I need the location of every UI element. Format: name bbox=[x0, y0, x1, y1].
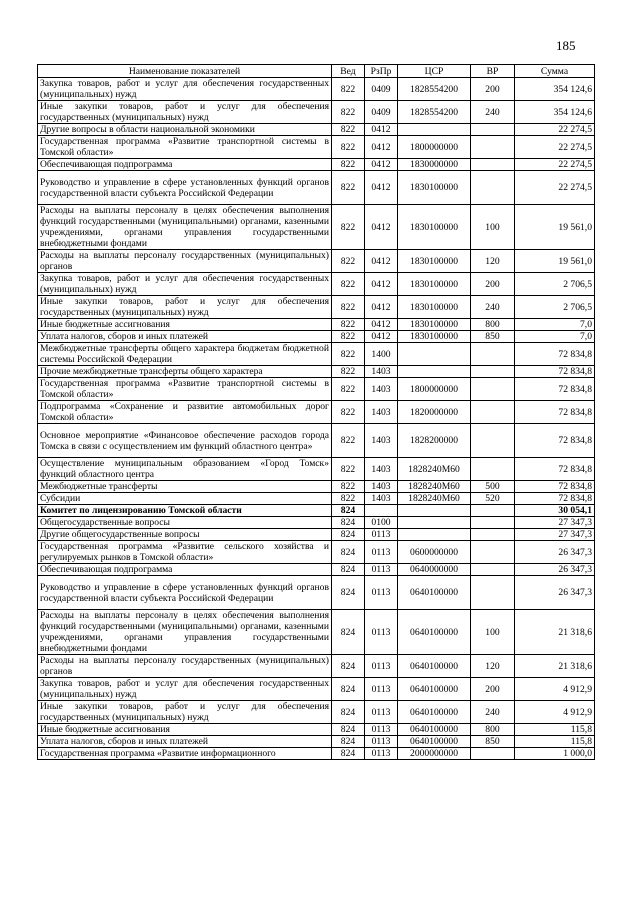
cell-rzpr: 0100 bbox=[365, 517, 398, 529]
cell-rzpr: 0412 bbox=[365, 159, 398, 171]
cell-sum: 21 318,6 bbox=[515, 655, 595, 678]
cell-name: Расходы на выплаты персоналу в целях обеспечения выполнения функций государственными (муниципальными) органами, казенными учреждениями, органами управления государственными внебюджетными фондами bbox=[38, 610, 332, 655]
cell-csr bbox=[398, 124, 471, 136]
cell-vr: 500 bbox=[471, 481, 515, 493]
cell-vr: 200 bbox=[471, 678, 515, 701]
cell-rzpr: 1403 bbox=[365, 458, 398, 481]
cell-csr bbox=[398, 529, 471, 541]
cell-ved: 822 bbox=[332, 378, 365, 401]
cell-csr: 1830000000 bbox=[398, 159, 471, 171]
cell-name: Государственная программа «Развитие информационного bbox=[38, 748, 332, 760]
cell-vr bbox=[471, 529, 515, 541]
cell-rzpr: 0412 bbox=[365, 296, 398, 319]
cell-sum: 354 124,6 bbox=[515, 101, 595, 124]
cell-vr: 800 bbox=[471, 319, 515, 331]
cell-sum: 72 834,8 bbox=[515, 401, 595, 424]
cell-sum: 26 347,3 bbox=[515, 541, 595, 564]
cell-vr bbox=[471, 366, 515, 378]
cell-csr bbox=[398, 366, 471, 378]
cell-vr: 850 bbox=[471, 331, 515, 343]
table-row bbox=[38, 343, 595, 366]
cell-vr bbox=[471, 136, 515, 159]
cell-sum: 21 318,6 bbox=[515, 610, 595, 655]
table-row bbox=[38, 424, 595, 458]
table-row bbox=[38, 136, 595, 159]
table-row bbox=[38, 517, 595, 529]
cell-vr bbox=[471, 343, 515, 366]
cell-rzpr: 0113 bbox=[365, 576, 398, 610]
cell-rzpr: 0113 bbox=[365, 564, 398, 576]
cell-csr: 0640100000 bbox=[398, 724, 471, 736]
cell-sum: 26 347,3 bbox=[515, 564, 595, 576]
header-name: Наименование показателей bbox=[38, 65, 332, 78]
cell-sum: 27 347,3 bbox=[515, 529, 595, 541]
cell-csr bbox=[398, 343, 471, 366]
table-row bbox=[38, 378, 595, 401]
cell-vr bbox=[471, 124, 515, 136]
cell-sum: 19 561,0 bbox=[515, 250, 595, 273]
table-row bbox=[38, 124, 595, 136]
cell-sum: 1 000,0 bbox=[515, 748, 595, 760]
cell-name: Уплата налогов, сборов и иных платежей bbox=[38, 331, 332, 343]
table-row bbox=[38, 319, 595, 331]
header-ved: Вед bbox=[332, 65, 365, 78]
cell-vr bbox=[471, 401, 515, 424]
header-sum: Сумма bbox=[515, 65, 595, 78]
header-csr: ЦСР bbox=[398, 65, 471, 78]
cell-csr: 0640100000 bbox=[398, 736, 471, 748]
cell-name: Обеспечивающая подпрограмма bbox=[38, 564, 332, 576]
cell-vr bbox=[471, 171, 515, 205]
cell-ved: 822 bbox=[332, 401, 365, 424]
cell-ved: 824 bbox=[332, 505, 365, 517]
table-row bbox=[38, 678, 595, 701]
cell-ved: 822 bbox=[332, 319, 365, 331]
cell-ved: 824 bbox=[332, 678, 365, 701]
cell-rzpr bbox=[365, 505, 398, 517]
cell-rzpr: 0113 bbox=[365, 529, 398, 541]
cell-rzpr: 1403 bbox=[365, 424, 398, 458]
cell-name: Субсидии bbox=[38, 493, 332, 505]
cell-ved: 822 bbox=[332, 481, 365, 493]
cell-csr: 0640000000 bbox=[398, 564, 471, 576]
cell-ved: 824 bbox=[332, 541, 365, 564]
cell-rzpr: 0409 bbox=[365, 101, 398, 124]
table-row bbox=[38, 576, 595, 610]
cell-csr: 0640100000 bbox=[398, 678, 471, 701]
cell-sum: 72 834,8 bbox=[515, 481, 595, 493]
cell-sum: 2 706,5 bbox=[515, 296, 595, 319]
cell-sum: 30 054,1 bbox=[515, 505, 595, 517]
cell-rzpr: 0113 bbox=[365, 655, 398, 678]
cell-sum: 115,8 bbox=[515, 736, 595, 748]
cell-sum: 4 912,9 bbox=[515, 701, 595, 724]
cell-name: Расходы на выплаты персоналу государственных (муниципальных) органов bbox=[38, 250, 332, 273]
cell-name: Государственная программа «Развитие транспортной системы в Томской области» bbox=[38, 378, 332, 401]
cell-csr: 1800000000 bbox=[398, 378, 471, 401]
cell-name: Иные бюджетные ассигнования bbox=[38, 724, 332, 736]
cell-vr bbox=[471, 159, 515, 171]
cell-csr: 1830100000 bbox=[398, 205, 471, 250]
cell-rzpr: 1403 bbox=[365, 366, 398, 378]
cell-vr: 200 bbox=[471, 273, 515, 296]
cell-csr: 1820000000 bbox=[398, 401, 471, 424]
cell-rzpr: 1403 bbox=[365, 493, 398, 505]
table-row bbox=[38, 159, 595, 171]
cell-ved: 822 bbox=[332, 331, 365, 343]
table-row bbox=[38, 366, 595, 378]
table-row bbox=[38, 296, 595, 319]
table-row bbox=[38, 401, 595, 424]
cell-vr bbox=[471, 505, 515, 517]
cell-ved: 822 bbox=[332, 159, 365, 171]
cell-rzpr: 0412 bbox=[365, 205, 398, 250]
cell-ved: 822 bbox=[332, 424, 365, 458]
cell-vr: 100 bbox=[471, 205, 515, 250]
cell-csr: 1828240М60 bbox=[398, 481, 471, 493]
cell-vr bbox=[471, 458, 515, 481]
cell-ved: 824 bbox=[332, 701, 365, 724]
cell-vr: 800 bbox=[471, 724, 515, 736]
cell-sum: 72 834,8 bbox=[515, 424, 595, 458]
cell-vr: 850 bbox=[471, 736, 515, 748]
cell-rzpr: 1400 bbox=[365, 343, 398, 366]
cell-ved: 822 bbox=[332, 171, 365, 205]
cell-name: Общегосударственные вопросы bbox=[38, 517, 332, 529]
cell-rzpr: 0412 bbox=[365, 136, 398, 159]
cell-name: Иные закупки товаров, работ и услуг для обеспечения государственных (муниципальных) нужд bbox=[38, 701, 332, 724]
cell-name: Межбюджетные трансферты bbox=[38, 481, 332, 493]
table-row bbox=[38, 273, 595, 296]
cell-rzpr: 0113 bbox=[365, 610, 398, 655]
table-row bbox=[38, 736, 595, 748]
cell-ved: 824 bbox=[332, 529, 365, 541]
header-vr: ВР bbox=[471, 65, 515, 78]
cell-csr: 1830100000 bbox=[398, 331, 471, 343]
cell-csr: 1830100000 bbox=[398, 319, 471, 331]
cell-ved: 822 bbox=[332, 493, 365, 505]
cell-name: Комитет по лицензированию Томской области bbox=[38, 505, 332, 517]
header-rzpr: РзПр bbox=[365, 65, 398, 78]
cell-name: Другие общегосударственные вопросы bbox=[38, 529, 332, 541]
cell-ved: 824 bbox=[332, 736, 365, 748]
cell-ved: 822 bbox=[332, 78, 365, 101]
cell-ved: 824 bbox=[332, 655, 365, 678]
cell-ved: 824 bbox=[332, 610, 365, 655]
cell-csr: 1828554200 bbox=[398, 101, 471, 124]
cell-csr: 1830100000 bbox=[398, 250, 471, 273]
cell-csr: 2000000000 bbox=[398, 748, 471, 760]
cell-csr: 1828240М60 bbox=[398, 458, 471, 481]
cell-sum: 22 274,5 bbox=[515, 124, 595, 136]
table-row bbox=[38, 458, 595, 481]
cell-csr bbox=[398, 505, 471, 517]
cell-name: Другие вопросы в области национальной экономики bbox=[38, 124, 332, 136]
cell-vr: 240 bbox=[471, 101, 515, 124]
cell-ved: 822 bbox=[332, 296, 365, 319]
cell-ved: 824 bbox=[332, 724, 365, 736]
cell-name: Иные закупки товаров, работ и услуг для обеспечения государственных (муниципальных) нужд bbox=[38, 101, 332, 124]
cell-sum: 115,8 bbox=[515, 724, 595, 736]
cell-vr bbox=[471, 424, 515, 458]
table-row bbox=[38, 505, 595, 517]
cell-rzpr: 0113 bbox=[365, 724, 398, 736]
cell-vr: 240 bbox=[471, 296, 515, 319]
cell-name: Расходы на выплаты персоналу государственных (муниципальных) органов bbox=[38, 655, 332, 678]
cell-vr: 100 bbox=[471, 610, 515, 655]
cell-sum: 27 347,3 bbox=[515, 517, 595, 529]
cell-ved: 822 bbox=[332, 205, 365, 250]
cell-ved: 822 bbox=[332, 458, 365, 481]
table-row bbox=[38, 101, 595, 124]
cell-sum: 22 274,5 bbox=[515, 171, 595, 205]
cell-ved: 824 bbox=[332, 576, 365, 610]
cell-csr: 1828200000 bbox=[398, 424, 471, 458]
cell-vr bbox=[471, 748, 515, 760]
cell-csr: 0600000000 bbox=[398, 541, 471, 564]
table-row bbox=[38, 250, 595, 273]
cell-csr: 1828554200 bbox=[398, 78, 471, 101]
cell-ved: 824 bbox=[332, 564, 365, 576]
table-row bbox=[38, 529, 595, 541]
cell-csr: 1828240М60 bbox=[398, 493, 471, 505]
cell-csr bbox=[398, 517, 471, 529]
table-row bbox=[38, 493, 595, 505]
cell-vr bbox=[471, 564, 515, 576]
cell-name: Основное мероприятие «Финансовое обеспечение расходов города Томска в связи с осуществлением им функций областного центра» bbox=[38, 424, 332, 458]
cell-name: Закупка товаров, работ и услуг для обеспечения государственных (муниципальных) нужд bbox=[38, 78, 332, 101]
cell-sum: 26 347,3 bbox=[515, 576, 595, 610]
cell-vr: 120 bbox=[471, 655, 515, 678]
table-row bbox=[38, 78, 595, 101]
page-number: 185 bbox=[556, 38, 576, 53]
cell-name: Государственная программа «Развитие сельского хозяйства и регулируемых рынков в Томской области» bbox=[38, 541, 332, 564]
table-row bbox=[38, 724, 595, 736]
cell-rzpr: 0113 bbox=[365, 701, 398, 724]
cell-name: Закупка товаров, работ и услуг для обеспечения государственных (муниципальных) нужд bbox=[38, 678, 332, 701]
cell-rzpr: 0412 bbox=[365, 124, 398, 136]
table-row bbox=[38, 171, 595, 205]
cell-ved: 822 bbox=[332, 273, 365, 296]
cell-name: Межбюджетные трансферты общего характера бюджетам бюджетной системы Российской Федерации bbox=[38, 343, 332, 366]
cell-ved: 822 bbox=[332, 101, 365, 124]
cell-ved: 822 bbox=[332, 343, 365, 366]
cell-name: Обеспечивающая подпрограмма bbox=[38, 159, 332, 171]
cell-ved: 822 bbox=[332, 124, 365, 136]
cell-rzpr: 0113 bbox=[365, 748, 398, 760]
cell-name: Иные бюджетные ассигнования bbox=[38, 319, 332, 331]
cell-vr bbox=[471, 517, 515, 529]
cell-sum: 7,0 bbox=[515, 319, 595, 331]
cell-name: Государственная программа «Развитие транспортной системы в Томской области» bbox=[38, 136, 332, 159]
cell-csr: 1830100000 bbox=[398, 171, 471, 205]
cell-name: Руководство и управление в сфере установленных функций органов государственной власти субъекта Российской Федерации bbox=[38, 171, 332, 205]
cell-sum: 72 834,8 bbox=[515, 493, 595, 505]
cell-ved: 822 bbox=[332, 366, 365, 378]
cell-sum: 19 561,0 bbox=[515, 205, 595, 250]
cell-sum: 22 274,5 bbox=[515, 159, 595, 171]
cell-sum: 72 834,8 bbox=[515, 378, 595, 401]
cell-rzpr: 0412 bbox=[365, 331, 398, 343]
cell-csr: 1830100000 bbox=[398, 296, 471, 319]
cell-rzpr: 0113 bbox=[365, 541, 398, 564]
cell-sum: 2 706,5 bbox=[515, 273, 595, 296]
cell-csr: 0640100000 bbox=[398, 701, 471, 724]
cell-ved: 824 bbox=[332, 748, 365, 760]
cell-name: Расходы на выплаты персоналу в целях обеспечения выполнения функций государственными (муниципальными) органами, казенными учреждениями, органами управления государственными внебюджетными фондами bbox=[38, 205, 332, 250]
cell-csr: 0640100000 bbox=[398, 655, 471, 678]
cell-vr bbox=[471, 541, 515, 564]
cell-sum: 72 834,8 bbox=[515, 366, 595, 378]
table-row bbox=[38, 481, 595, 493]
cell-vr: 520 bbox=[471, 493, 515, 505]
table-row bbox=[38, 701, 595, 724]
table-row bbox=[38, 610, 595, 655]
cell-vr: 200 bbox=[471, 78, 515, 101]
cell-ved: 822 bbox=[332, 250, 365, 273]
cell-rzpr: 0409 bbox=[365, 78, 398, 101]
table-row bbox=[38, 205, 595, 250]
cell-vr bbox=[471, 576, 515, 610]
cell-sum: 72 834,8 bbox=[515, 458, 595, 481]
table-row bbox=[38, 541, 595, 564]
cell-vr: 120 bbox=[471, 250, 515, 273]
cell-rzpr: 0412 bbox=[365, 250, 398, 273]
cell-csr: 1800000000 bbox=[398, 136, 471, 159]
cell-csr: 0640100000 bbox=[398, 576, 471, 610]
cell-name: Руководство и управление в сфере установленных функций органов государственной власти субъекта Российской Федерации bbox=[38, 576, 332, 610]
cell-csr: 0640100000 bbox=[398, 610, 471, 655]
table-header-row bbox=[38, 65, 595, 78]
cell-rzpr: 0113 bbox=[365, 678, 398, 701]
table-row bbox=[38, 564, 595, 576]
cell-sum: 7,0 bbox=[515, 331, 595, 343]
cell-rzpr: 1403 bbox=[365, 378, 398, 401]
cell-name: Подпрограмма «Сохранение и развитие автомобильных дорог Томской области» bbox=[38, 401, 332, 424]
cell-rzpr: 0412 bbox=[365, 319, 398, 331]
cell-name: Закупка товаров, работ и услуг для обеспечения государственных (муниципальных) нужд bbox=[38, 273, 332, 296]
cell-vr bbox=[471, 378, 515, 401]
cell-name: Уплата налогов, сборов и иных платежей bbox=[38, 736, 332, 748]
table-row bbox=[38, 331, 595, 343]
cell-rzpr: 1403 bbox=[365, 481, 398, 493]
cell-sum: 4 912,9 bbox=[515, 678, 595, 701]
cell-vr: 240 bbox=[471, 701, 515, 724]
cell-rzpr: 0113 bbox=[365, 736, 398, 748]
cell-sum: 22 274,5 bbox=[515, 136, 595, 159]
cell-rzpr: 1403 bbox=[365, 401, 398, 424]
cell-csr: 1830100000 bbox=[398, 273, 471, 296]
cell-name: Иные закупки товаров, работ и услуг для обеспечения государственных (муниципальных) нужд bbox=[38, 296, 332, 319]
cell-sum: 354 124,6 bbox=[515, 78, 595, 101]
table-row bbox=[38, 655, 595, 678]
cell-rzpr: 0412 bbox=[365, 273, 398, 296]
cell-ved: 822 bbox=[332, 136, 365, 159]
table-body bbox=[38, 78, 595, 760]
budget-table bbox=[37, 64, 595, 760]
cell-rzpr: 0412 bbox=[365, 171, 398, 205]
cell-ved: 824 bbox=[332, 517, 365, 529]
table-row bbox=[38, 748, 595, 760]
cell-name: Прочие межбюджетные трансферты общего характера bbox=[38, 366, 332, 378]
cell-name: Осуществление муниципальным образованием «Город Томск» функций областного центра bbox=[38, 458, 332, 481]
cell-sum: 72 834,8 bbox=[515, 343, 595, 366]
